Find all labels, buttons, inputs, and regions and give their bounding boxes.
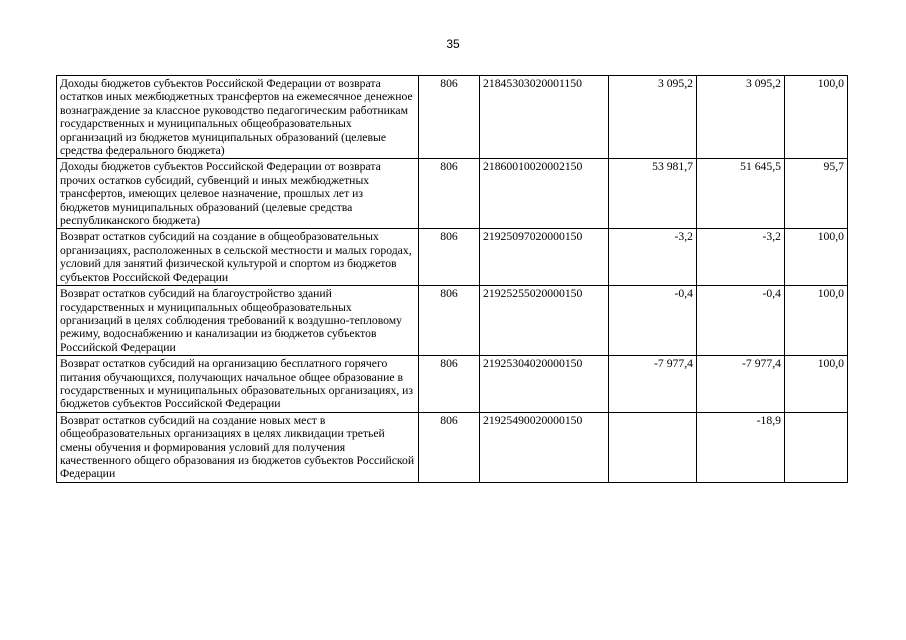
plan-amount-cell (609, 412, 697, 482)
table-row (57, 229, 848, 286)
admin-code-cell: 806 (419, 159, 480, 229)
table-row (57, 76, 848, 159)
income-name-cell: Возврат остатков субсидий на создание новых мест в общеобразовательных организациях в целях ликвидации третьей смены обучения и формирования условий для получения качественного общего образования из бюджетов субъектов Российской Федерации (57, 412, 419, 482)
percent-cell: 95,7 (785, 159, 848, 229)
fact-amount-cell: 3 095,2 (697, 76, 785, 159)
percent-cell: 100,0 (785, 229, 848, 286)
income-name-cell: Возврат остатков субсидий на организацию бесплатного горячего питания обучающихся, получающих начальное общее образование в государственных и муниципальных образовательных организациях, из бюджетов субъектов Российской Федерации (57, 356, 419, 413)
budget-code-cell: 21925097020000150 (480, 229, 609, 286)
admin-code-cell: 806 (419, 356, 480, 413)
budget-code-cell: 21845303020001150 (480, 76, 609, 159)
fact-amount-cell: -18,9 (697, 412, 785, 482)
table-row (57, 356, 848, 413)
budget-code-cell: 21925304020000150 (480, 356, 609, 413)
admin-code-cell: 806 (419, 229, 480, 286)
admin-code-cell: 806 (419, 412, 480, 482)
income-name-cell: Доходы бюджетов субъектов Российской Федерации от возврата прочих остатков субсидий, субвенций и иных межбюджетных трансфертов, имеющих целевое назначение, прошлых лет из бюджетов муниципальных образований (целевые средства республиканского бюджета) (57, 159, 419, 229)
table-row (57, 159, 848, 229)
table-row (57, 286, 848, 356)
plan-amount-cell: 3 095,2 (609, 76, 697, 159)
admin-code-cell: 806 (419, 76, 480, 159)
budget-code-cell: 21860010020002150 (480, 159, 609, 229)
admin-code-cell: 806 (419, 286, 480, 356)
percent-cell (785, 412, 848, 482)
income-name-cell: Доходы бюджетов субъектов Российской Федерации от возврата остатков иных межбюджетных трансфертов на ежемесячное денежное вознаграждение за классное руководство педагогическим работникам государственных и муниципальных общеобразовательных организаций из бюджетов муниципальных образований (целевые средства федерального бюджета) (57, 76, 419, 159)
percent-cell: 100,0 (785, 356, 848, 413)
budget-code-cell: 21925255020000150 (480, 286, 609, 356)
percent-cell: 100,0 (785, 286, 848, 356)
table-row (57, 412, 848, 482)
fact-amount-cell: -3,2 (697, 229, 785, 286)
plan-amount-cell: -0,4 (609, 286, 697, 356)
revenue-table (56, 75, 848, 483)
plan-amount-cell: -3,2 (609, 229, 697, 286)
plan-amount-cell: 53 981,7 (609, 159, 697, 229)
page-number: 35 (446, 37, 460, 51)
percent-cell: 100,0 (785, 76, 848, 159)
budget-code-cell: 21925490020000150 (480, 412, 609, 482)
income-name-cell: Возврат остатков субсидий на благоустройство зданий государственных и муниципальных общеобразовательных организаций в целях соблюдения требований к воздушно-тепловому режиму, водоснабжению и канализации из бюджетов субъектов Российской Федерации (57, 286, 419, 356)
fact-amount-cell: -0,4 (697, 286, 785, 356)
fact-amount-cell: -7 977,4 (697, 356, 785, 413)
plan-amount-cell: -7 977,4 (609, 356, 697, 413)
income-name-cell: Возврат остатков субсидий на создание в общеобразовательных организациях, расположенных в сельской местности и малых городах, условий для занятий физической культурой и спортом из бюджетов субъектов Российской Федерации (57, 229, 419, 286)
fact-amount-cell: 51 645,5 (697, 159, 785, 229)
